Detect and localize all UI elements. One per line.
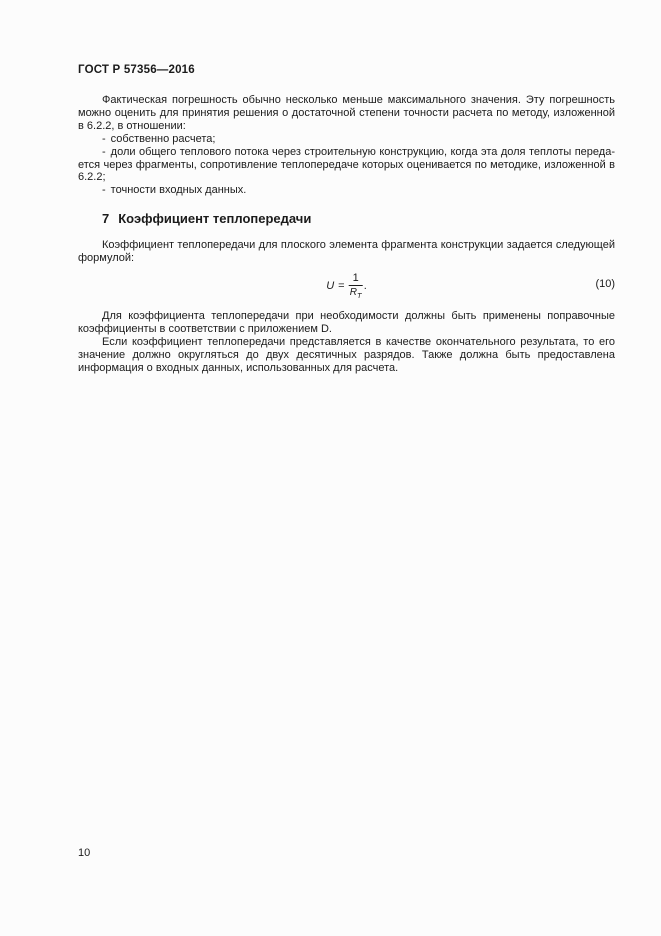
- section-number: 7: [102, 211, 110, 227]
- doc-header: ГОСТ Р 57356—2016: [78, 64, 195, 76]
- paragraph-correction: Для коэффициента теплопередачи при необходимости должны быть применены поправочные коэффициенты в соответствии с приложением D.: [78, 310, 615, 335]
- list-dash: -: [102, 184, 106, 197]
- paragraph-error-estimate: Фактическая погрешность обычно несколько меньше максимального значения. Эту погрешность можно оценить для принятия решения о достаточной степени точности расчета по методу, изложенной в 6.2.2, в отношении:: [78, 94, 615, 132]
- formula-denominator-subscript: T: [356, 291, 362, 301]
- formula-terminator: .: [363, 279, 367, 292]
- page-number: 10: [78, 847, 91, 859]
- list-item-text: точности входных данных.: [110, 184, 247, 197]
- paragraph-rounding: Если коэффициент теплопередачи представляется в качестве окончательного результата, то его значение должно округляться до двух десятичных разрядов. Также должна быть предоставлена информация о входных данных, использованных для расчета.: [78, 335, 615, 374]
- formula-denominator: [350, 286, 362, 299]
- paragraph-formula-intro: Коэффициент теплопередачи для плоского элемента фрагмента конструкции задается следующей формулой:: [78, 239, 615, 265]
- formula-heat-transfer: [326, 272, 367, 299]
- section-heading: [78, 211, 615, 226]
- list-dash: -: [102, 132, 106, 145]
- text-block: [78, 64, 615, 375]
- formula-numerator: 1: [349, 272, 363, 286]
- list-item-text: доли общего теплового потока через строительную конструкцию, когда эта доля теплоты передается через фрагменты, сопротивление теплопередаче которых оценивается по методике, изложенной в 6.2.2;: [78, 145, 615, 184]
- list-item: [78, 133, 615, 146]
- formula-row: [78, 271, 615, 301]
- equation-number: (10): [595, 278, 615, 291]
- formula-lhs: U: [326, 279, 335, 292]
- formula-fraction: [349, 272, 363, 299]
- formula-equals-sign: =: [338, 279, 345, 292]
- section-title: Коэффициент теплопередачи: [118, 211, 312, 227]
- formula-denominator-symbol: R: [349, 287, 357, 299]
- list-item-text: собственно расчета;: [110, 132, 216, 145]
- list-item: [78, 184, 615, 197]
- list-dash: -: [102, 145, 106, 158]
- list-item: [78, 146, 615, 185]
